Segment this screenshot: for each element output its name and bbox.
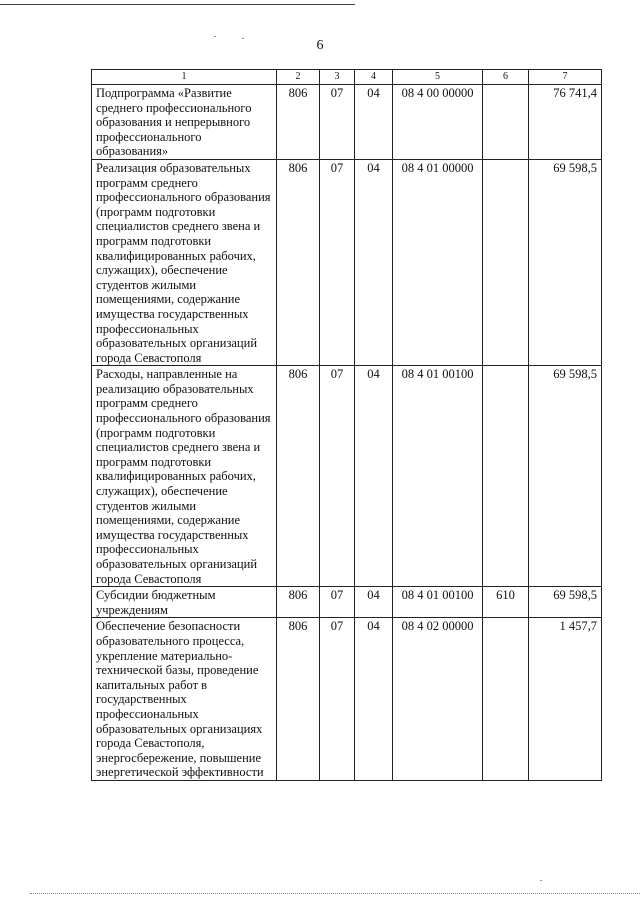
row-name-cell: Подпрограмма «Развитие среднего профессионального образования и непрерывного профессионального образования» bbox=[92, 85, 277, 160]
target-article-cell: 08 4 02 00000 bbox=[393, 618, 483, 781]
amount-cell: 69 598,5 bbox=[529, 159, 602, 365]
scan-speck bbox=[540, 880, 542, 881]
column-header: 3 bbox=[320, 70, 355, 85]
target-article-cell: 08 4 01 00000 bbox=[393, 159, 483, 365]
ministry-code-cell: 806 bbox=[277, 85, 320, 160]
section-code-cell: 07 bbox=[320, 618, 355, 781]
page-number: 6 bbox=[316, 38, 324, 53]
expense-type-cell: 610 bbox=[483, 587, 529, 618]
section-code-cell: 07 bbox=[320, 159, 355, 365]
row-name-cell: Обеспечение безопасности образовательного процесса, укрепление материально-технической базы, проведение капитальных работ в государственных профессиональных образовательных организациях города Севастополя, энергосбережение, повышение энергетической эффективности bbox=[92, 618, 277, 781]
row-name-cell: Реализация образовательных программ среднего профессионального образования (программ подготовки специалистов среднего звена и программ подготовки квалифицированных рабочих, служащих), обеспечение студентов жилыми помещениями, содержание имущества государственных профессиональных образовательных организаций города Севастополя bbox=[92, 159, 277, 365]
table-row bbox=[92, 159, 602, 365]
table-row bbox=[92, 85, 602, 160]
target-article-cell: 08 4 01 00100 bbox=[393, 587, 483, 618]
budget-table bbox=[91, 69, 602, 781]
subsection-code-cell: 04 bbox=[355, 366, 393, 587]
column-header: 2 bbox=[277, 70, 320, 85]
ministry-code-cell: 806 bbox=[277, 366, 320, 587]
subsection-code-cell: 04 bbox=[355, 159, 393, 365]
table-header-row bbox=[92, 70, 602, 85]
ministry-code-cell: 806 bbox=[277, 618, 320, 781]
expense-type-cell bbox=[483, 85, 529, 160]
amount-cell: 69 598,5 bbox=[529, 366, 602, 587]
bottom-rule bbox=[30, 893, 640, 894]
section-code-cell: 07 bbox=[320, 366, 355, 587]
table-row bbox=[92, 618, 602, 781]
subsection-code-cell: 04 bbox=[355, 618, 393, 781]
amount-cell: 69 598,5 bbox=[529, 587, 602, 618]
column-header: 7 bbox=[529, 70, 602, 85]
row-name-cell: Субсидии бюджетным учреждениям bbox=[92, 587, 277, 618]
ministry-code-cell: 806 bbox=[277, 159, 320, 365]
table-row bbox=[92, 366, 602, 587]
expense-type-cell bbox=[483, 618, 529, 781]
column-header: 1 bbox=[92, 70, 277, 85]
section-code-cell: 07 bbox=[320, 587, 355, 618]
expense-type-cell bbox=[483, 366, 529, 587]
amount-cell: 76 741,4 bbox=[529, 85, 602, 160]
subsection-code-cell: 04 bbox=[355, 587, 393, 618]
amount-cell: 1 457,7 bbox=[529, 618, 602, 781]
top-rule bbox=[0, 4, 355, 5]
column-header: 4 bbox=[355, 70, 393, 85]
target-article-cell: 08 4 00 00000 bbox=[393, 85, 483, 160]
scan-speck bbox=[214, 36, 216, 37]
ministry-code-cell: 806 bbox=[277, 587, 320, 618]
column-header: 6 bbox=[483, 70, 529, 85]
section-code-cell: 07 bbox=[320, 85, 355, 160]
subsection-code-cell: 04 bbox=[355, 85, 393, 160]
column-header: 5 bbox=[393, 70, 483, 85]
row-name-cell: Расходы, направленные на реализацию образовательных программ среднего профессионального образования (программ подготовки специалистов среднего звена и программ подготовки квалифицированных рабочих, служащих), обеспечение студентов жилыми помещениями, содержание имущества государственных профессиональных образовательных организаций города Севастополя bbox=[92, 366, 277, 587]
expense-type-cell bbox=[483, 159, 529, 365]
target-article-cell: 08 4 01 00100 bbox=[393, 366, 483, 587]
table-row bbox=[92, 587, 602, 618]
